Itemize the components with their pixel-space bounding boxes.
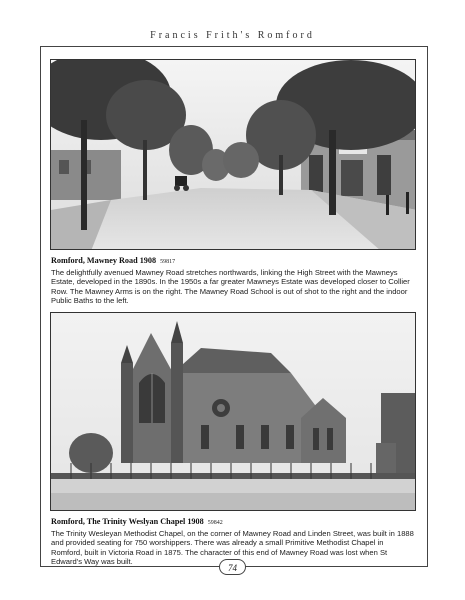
caption-text: The delightfully avenued Mawney Road stretches northwards, linking the High Street with the Mawneys Estate, developed in the 1890s. In the 1950s a far greater Mawneys Estate was developed closer to Collier Row. The Mawney Arms is on the right. The Mawney Road School is out of shot to the right and the indoor Public Baths to the left. (51, 267, 410, 306)
caption-title: Romford, Mawney Road 1908 (51, 256, 157, 265)
caption-text: The Trinity Wesleyan Methodist Chapel, on the corner of Mawney Road and Linden Street, was built in 1888 and provided seating for 750 worshippers. There was already a small Primitive Methodist Chapel in Romford, built in Victoria Road in 1875. The character of this end of Mawney Road was lost when St Edward's Way was built. (51, 528, 414, 567)
running-head: Francis Frith's Romford (150, 30, 315, 41)
caption-mawney-road (51, 256, 416, 306)
photo-trinity-chapel (50, 312, 416, 511)
photo-mawney-road (50, 59, 416, 250)
caption-title: Romford, The Trinity Weslyan Chapel 1908 (51, 517, 204, 526)
page-number: 74 (219, 559, 246, 575)
photo-reference: 59817 (160, 259, 176, 265)
photo-reference: 59842 (207, 520, 223, 526)
